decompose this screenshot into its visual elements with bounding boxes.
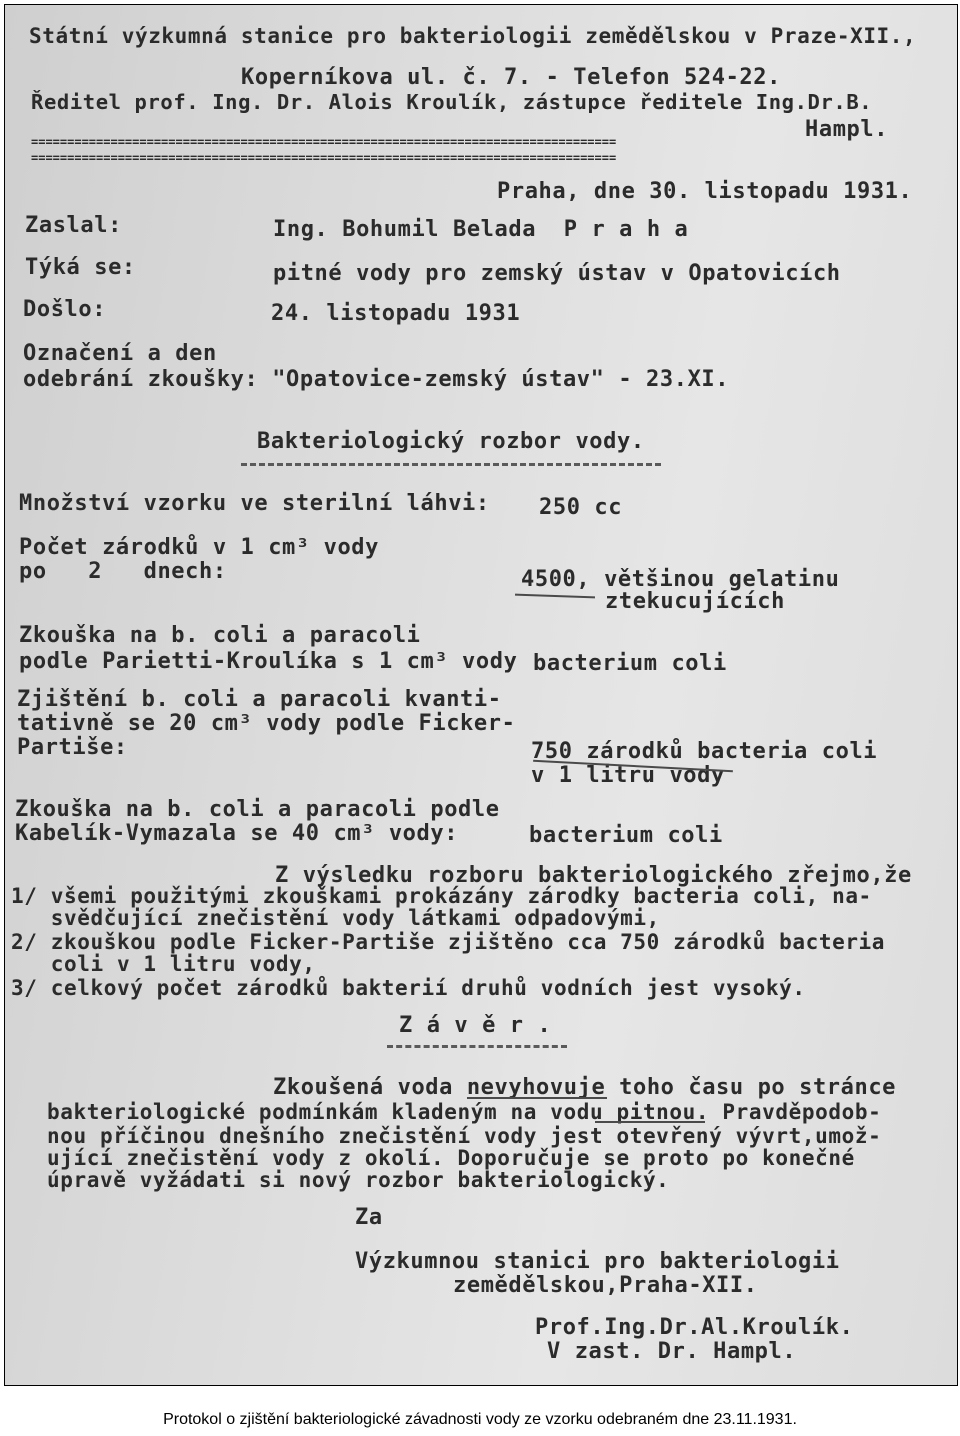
letterhead-line-4: Hampl. [805, 117, 889, 142]
analysis-title-underline [241, 463, 661, 466]
findings-line-1: 1/ všemi použitými zkouškami prokázány zárodky bacteria coli, na- [11, 884, 872, 908]
germ-count-label-2: po 2 dnech: [19, 559, 227, 584]
letterhead-separator-2: ================================================================================= [31, 151, 617, 165]
germ-count-value-1: 4500, většinou gelatinu [521, 567, 840, 592]
quant-label-2: tativně se 20 cm³ vody podle Ficker- [17, 711, 516, 736]
quant-value-1: 750 zárodků bacteria coli [531, 739, 878, 764]
analysis-title: Bakteriologický rozbor vody. [257, 429, 645, 454]
signature-line-4: V zast. Dr. Hampl. [547, 1339, 797, 1364]
findings-line-4: coli v 1 litru vody, [11, 952, 316, 976]
received-label: Došlo: [23, 297, 107, 322]
conclusion-line-3: nou příčinou dnešního znečistění vody jest otevřený vývrt,umož- [47, 1124, 882, 1148]
findings-line-2: svědčující znečistění vody látkami odpadovými, [11, 906, 660, 930]
findings-intro: Z výsledku rozboru bakteriologického zřejmo,že [275, 863, 912, 888]
conclusion-line-2: bakteriologické podmínkám kladeným na vodu pitnou. Pravděpodob- [47, 1100, 882, 1124]
figure-caption: Protokol o zjištění bakteriologické závadnosti vody ze vzorku odebraném dne 23.11.1931. [163, 1411, 797, 1428]
quant-label-1: Zjištění b. coli a paracoli kvanti- [17, 687, 502, 712]
conclusion-line-5: úpravě vyžádati si nový rozbor bakteriologický. [47, 1168, 670, 1192]
findings-line-3: 2/ zkouškou podle Ficker-Partiše zjištěno cca 750 zárodků bacteria [11, 930, 886, 954]
test1-label-2: podle Parietti-Kroulíka s 1 cm³ vody [19, 649, 518, 674]
subject-value: pitné vody pro zemský ústav v Opatovicích [273, 261, 841, 286]
document-photo [4, 4, 958, 1386]
signature-za: Za [355, 1205, 383, 1230]
subject-label: Týká se: [25, 255, 136, 280]
sender-label: Zaslal: [25, 213, 122, 238]
quant-label-3: Partiše: [17, 735, 128, 760]
handwritten-underline-4 [595, 1121, 705, 1123]
quant-value-2: v 1 litru vody [531, 763, 725, 788]
signature-line-1: Výzkumnou stanici pro bakteriologii [355, 1249, 840, 1274]
test2-label-2: Kabelík-Vymazala se 40 cm³ vody: [15, 821, 459, 846]
germ-count-label-1: Počet zárodků v 1 cm³ vody [19, 535, 379, 560]
germ-count-value-2: ztekucujících [605, 589, 785, 614]
test2-value: bacterium coli [529, 823, 723, 848]
handwritten-underline [515, 594, 595, 599]
date-line: Praha, dne 30. listopadu 1931. [497, 179, 913, 204]
received-value: 24. listopadu 1931 [271, 301, 521, 326]
letterhead-separator: ================================================================================= [31, 135, 617, 149]
findings-line-5: 3/ celkový počet zárodků bakterií druhů vodních jest vysoký. [11, 976, 806, 1000]
conclusion-line-1: Zkoušená voda nevyhovuje toho času po stránce [273, 1075, 897, 1100]
test2-label-1: Zkouška na b. coli a paracoli podle [15, 797, 500, 822]
sender-value: Ing. Bohumil Belada P r a h a [273, 217, 689, 242]
signature-line-3: Prof.Ing.Dr.Al.Kroulík. [535, 1315, 854, 1340]
quantity-label: Množství vzorku ve sterilní láhvi: [19, 491, 490, 516]
quantity-value: 250 cc [539, 495, 623, 520]
sample-label-2: odebrání zkoušky: "Opatovice-zemský ústav" - 23.XI. [23, 367, 730, 392]
sample-label-1: Označení a den [23, 341, 217, 366]
conclusion-line-4: ující znečistění vody z okolí. Doporučuje se proto po konečné [47, 1146, 855, 1170]
conclusion-title-underline [387, 1045, 567, 1048]
letterhead-line-2: Koperníkova ul. č. 7. - Telefon 524-22. [241, 65, 781, 90]
signature-line-2: zemědělskou,Praha-XII. [453, 1273, 758, 1298]
letterhead-line-1: Státní výzkumná stanice pro bakteriologii zemědělskou v Praze-XII., [29, 24, 917, 48]
letterhead-line-3: Ředitel prof. Ing. Dr. Alois Kroulík, zástupce ředitele Ing.Dr.B. [31, 90, 873, 114]
test1-value: bacterium coli [533, 651, 727, 676]
conclusion-title: Z á v ě r . [399, 1013, 552, 1038]
handwritten-underline-3 [467, 1097, 607, 1099]
test1-label-1: Zkouška na b. coli a paracoli [19, 623, 421, 648]
